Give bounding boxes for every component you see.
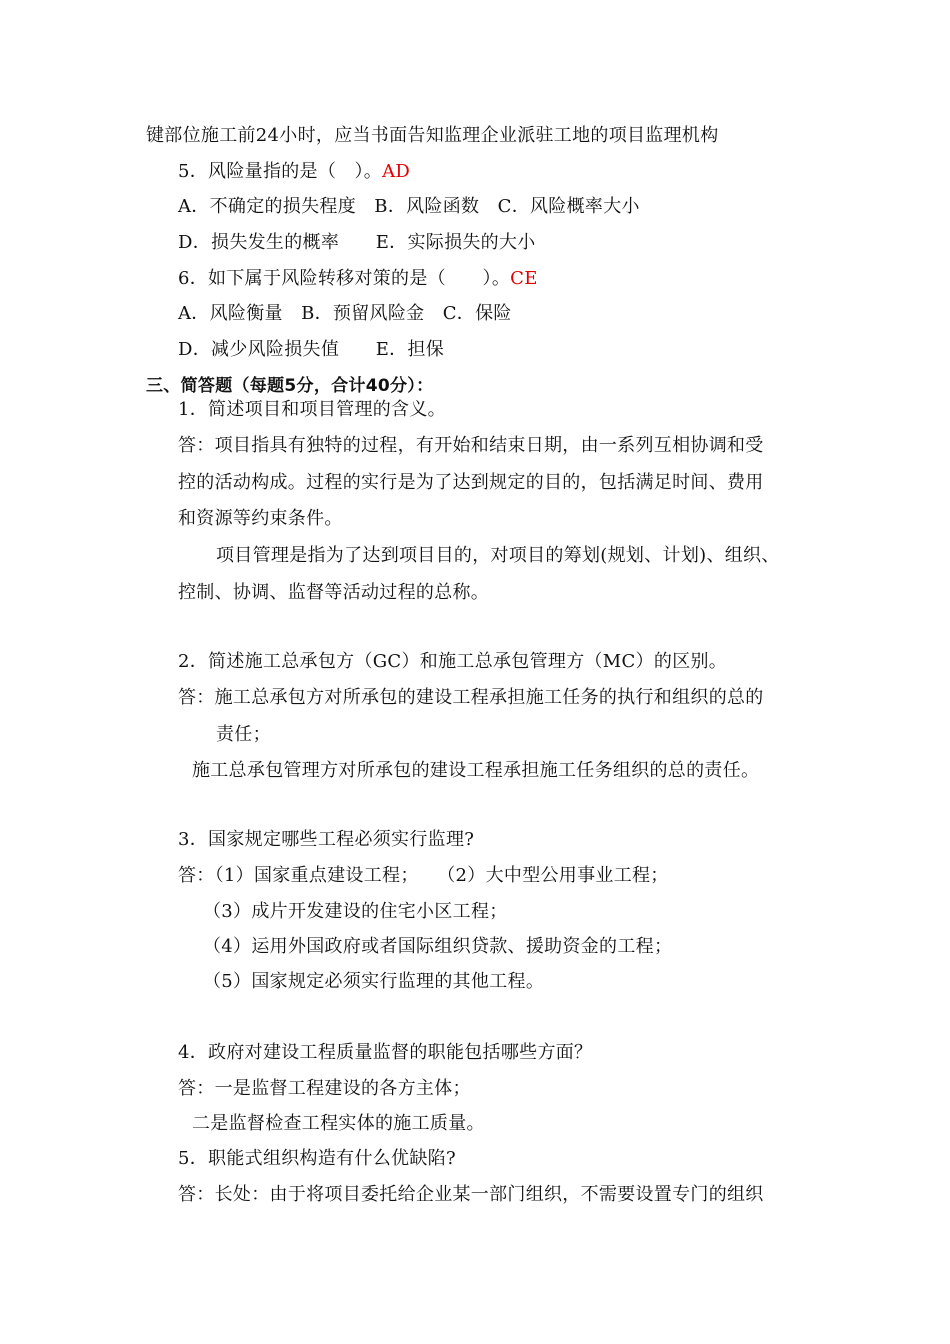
answer-key: AD bbox=[382, 161, 411, 182]
answer-line: 项目管理是指为了达到项目目的，对项目的筹划(规划、计划)、组织、 bbox=[216, 545, 780, 566]
answer-line: （5）国家规定必须实行监理的其他工程。 bbox=[203, 971, 545, 992]
question-5 bbox=[178, 161, 410, 183]
question: 3．国家规定哪些工程必须实行监理? bbox=[178, 829, 475, 850]
question-text: 6．如下属于风险转移对策的是（ ）。 bbox=[178, 268, 511, 289]
answer-line: 控的活动构成。过程的实行是为了达到规定的目的，包括满足时间、费用 bbox=[178, 472, 764, 493]
options-line: D．损失发生的概率 E．实际损失的大小 bbox=[178, 232, 536, 253]
answer-line: 答：长处：由于将项目委托给企业某一部门组织，不需要设置专门的组织 bbox=[178, 1184, 764, 1205]
question: 4．政府对建设工程质量监督的职能包括哪些方面？ bbox=[178, 1042, 593, 1063]
options-line: A．不确定的损失程度 B．风险函数 C．风险概率大小 bbox=[178, 196, 640, 217]
question: 1．简述项目和项目管理的含义。 bbox=[178, 399, 446, 420]
question-6 bbox=[178, 268, 538, 290]
options-line: A．风险衡量 B．预留风险金 C．保险 bbox=[178, 303, 512, 324]
section-heading: 三、简答题（每题5分，合计40分）： bbox=[146, 376, 434, 396]
answer-line: 答：施工总承包方对所承包的建设工程承担施工任务的执行和组织的总的 bbox=[178, 687, 764, 708]
question: 2．简述施工总承包方（GC）和施工总承包管理方（MC）的区别。 bbox=[178, 651, 728, 672]
answer-line: 控制、协调、监督等活动过程的总称。 bbox=[178, 582, 490, 603]
answer-line: 施工总承包管理方对所承包的建设工程承担施工任务组织的总的责任。 bbox=[192, 760, 760, 781]
answer-line: 责任； bbox=[216, 724, 271, 745]
options-line: D．减少风险损失值 E．担保 bbox=[178, 339, 445, 360]
text-line: 键部位施工前24小时，应当书面告知监理企业派驻工地的项目监理机构 bbox=[146, 125, 719, 146]
answer-line: （3）成片开发建设的住宅小区工程； bbox=[203, 901, 508, 922]
answer-line: （4）运用外国政府或者国际组织贷款、援助资金的工程； bbox=[203, 936, 673, 957]
answer-line: 和资源等约束条件。 bbox=[178, 508, 343, 529]
answer-key: CE bbox=[510, 268, 538, 289]
answer-line: 二是监督检查工程实体的施工质量。 bbox=[192, 1113, 485, 1134]
answer-line: 答：（1）国家重点建设工程； （2）大中型公用事业工程； bbox=[178, 865, 669, 886]
question-text: 5．风险量指的是（ ）。 bbox=[178, 161, 383, 182]
answer-line: 答：项目指具有独特的过程，有开始和结束日期，由一系列互相协调和受 bbox=[178, 435, 764, 456]
question: 5．职能式组织构造有什么优缺陷? bbox=[178, 1148, 456, 1169]
answer-line: 答：一是监督工程建设的各方主体； bbox=[178, 1078, 471, 1099]
